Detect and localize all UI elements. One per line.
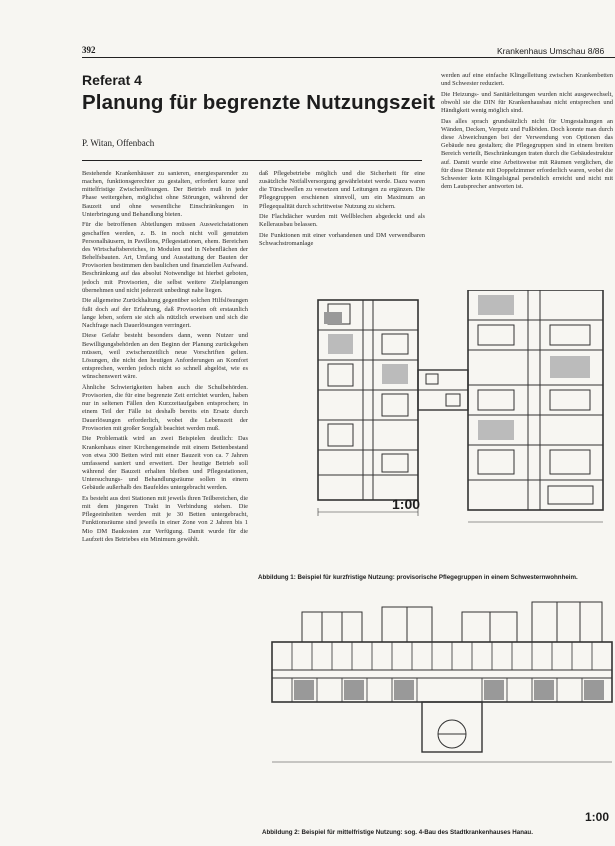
paragraph: Es besteht aus drei Stationen mit jeweils ihren Teilbereichen, die mit dem jüngeren Trakt in Verbindung stehen. Die Pflegeeinheiten werden mit je 30 Betten untergebracht, Funktionsräume sind jeweils in einer Zone von 2 Jahren bis 1 Mio DM Baukosten zur Verfügung. Damit wurde für die Laufzeit des Betriebes ein Minimum gewählt.: [82, 494, 248, 543]
page-number: 392: [82, 45, 96, 55]
figure-1-scale-label: 1:00: [392, 496, 421, 512]
article-label: Referat 4: [82, 72, 142, 88]
paragraph: Für die betroffenen Abteilungen müssen Ausweichstationen geschaffen werden, z. B. in noch nicht voll genutzten Personalhäusern, in Pavillons, Pflegestationen, ehem. Bereichen des Wirtschaftsbereiches, in Modulen und in Nebenflächen der Behelfsbauten. Art, Umfang und Ausstattung der Bauten der Provisorien bestimmen den baulichen und finanziellen Aufwand. Beschränkung auf das absolut Notwendige ist hierbei geboten, jedoch mit Provisorien, die selbst weitere Zielplanungen übernehmen und nicht jederzeit unbedingt nahe liegen.: [82, 221, 248, 294]
paragraph: Die Funktionen mit einer vorhandenen und DM verwendbaren Schwachstromanlage: [259, 232, 425, 248]
journal-name: Krankenhaus Umschau 8/86: [497, 46, 605, 56]
paragraph: Die allgemeine Zurückhaltung gegenüber solchen Hilfslösungen fußt doch auf der Erfahrung, daß Provisorien oft erstaunlich lange leben, sofern sie sich als nützlich erweisen und sich die Nachfrage nach Dauerlösungen verringert.: [82, 297, 248, 329]
article-title: Planung für begrenzte Nutzungszeit: [82, 91, 436, 114]
paragraph: Das alles sprach grundsätzlich nicht für Umgestaltungen an Wänden, Decken, Verputz und Fußböden. Doch konnte man durch diese Abweichungen bei der Verwendung von Optionen das Gebäude neu gestalten; die Pflegegruppen sind in einem breiten Bereich verteilt, Beschränkungen traten durch die Gebäudestruktur auf. Damit wurde eine Arbeitsweise mit Räumen verglichen, die für diese Dienste mit Doppelzimmer erforderlich waren, wobei die Schwester kein Klingelsignal persönlich erreicht und nicht mit dem Lautsprecher antworten ist.: [441, 117, 613, 191]
floor-plan-figure-2: [262, 592, 615, 782]
text-column-right: [441, 72, 613, 285]
paragraph: Die Problematik wird an zwei Beispielen deutlich: Das Krankenhaus einer Kirchengemeinde mit einem Bettenbestand von etwa 300 Betten wird mit einer Bauzeit von ca. 7 Jahren umfassend saniert und erweitert. Der heutige Betrieb soll während der Bauzeit erhalten bleiben und Pflegestationen, Untersuchungs- und Behandlungsräume sollen in einem Gebäude außerhalb des Baufeldes untergebracht werden.: [82, 435, 248, 492]
header-rule: [82, 57, 615, 58]
paragraph: Bestehende Krankenhäuser zu sanieren, energiesparender zu machen, funktionsgerechter zu gestalten, erfordert kurze und mittelfristige Zwischenlösungen. Der Betrieb muß in jeder Phase weitergehen, möglichst ohne Störungen, während der Bauzeit und ohne wesentliche Einschränkungen in Unterbringung und Behandlung bieten.: [82, 170, 248, 218]
text-column-left: [82, 170, 248, 845]
paragraph: Diese Gefahr besteht besonders dann, wenn Nutzer und Bewilligungsbehörden an den Beginn der Planung zurückgehen müssen, weil zwischenzeitlich neue Vorschriften gelten. Lösungen, die nicht den heutigen Anforderungen an Komfort entsprechen, werden jedoch nicht so schnell abgelöst, wie es wünschenswert wäre.: [82, 332, 248, 381]
paragraph: Die Heizungs- und Sanitärleitungen wurden nicht ausgewechselt, obwohl sie die DIN für Krankenhausbau nicht entsprechen und Händigkeit wenig möglich sind.: [441, 90, 613, 115]
plan-main-wing: [272, 642, 612, 702]
paragraph: Ähnliche Schwierigkeiten haben auch die Schulbehörden. Provisorien, die für eine begrenzte Zeit errichtet wurden, haben nur in seltenen Fällen den Kurzzeitaufgaben entsprochen; in einem Teil der Fälle ist deshalb bereits ein Ersatz durch Dauerlösungen erforderlich, wobei die Lebenszeit der Provisorien mit großer Sorgfalt beachtet werden muß.: [82, 383, 248, 432]
floor-plan-figure-1: [258, 290, 615, 570]
title-rule: [82, 160, 422, 161]
plan-wing-right: [468, 290, 603, 510]
article-author: P. Witan, Offenbach: [82, 138, 155, 148]
figure-1-caption: Abbildung 1: Beispiel für kurzfristige Nutzung: provisorische Pflegegruppen in einem Schwesternwohnheim.: [258, 574, 578, 581]
paragraph: werden auf eine einfache Klingelleitung zwischen Krankenbetten und Schwester reduziert.: [441, 72, 613, 88]
paragraph: daß Pflegebetriebe möglich und die Sicherheit für eine zusätzliche Notfallversorgung gewährleistet werde. Dazu waren die Türschwellen zu versetzen und Leitungen zu ergänzen. Die Pflegegruppen erschienen sinnvoll, um ein Maximum an Pflegequalität durch schrittweise Nutzung zu sichern.: [259, 170, 425, 210]
figure-2-scale-label: 1:00: [585, 810, 610, 824]
text-column-middle: [259, 170, 425, 285]
plan-stair-tower: [422, 702, 482, 752]
paragraph: Die Flachdächer wurden mit Wellblechen abgedeckt und als Kellerausbau belassen.: [259, 213, 425, 229]
figure-2-caption: Abbildung 2: Beispiel für mittelfristige Nutzung: sog. 4-Bau des Stadtkrankenhauses Hanau.: [262, 829, 533, 836]
